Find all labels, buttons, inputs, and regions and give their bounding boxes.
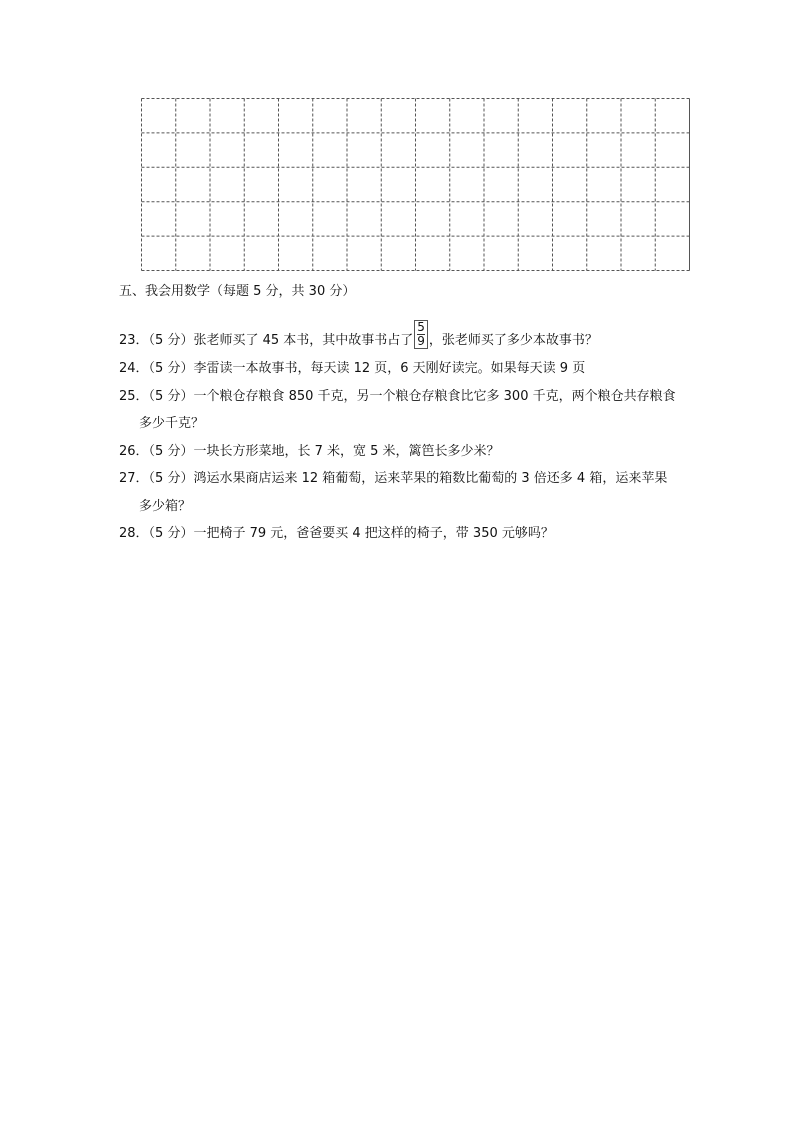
question-23-text-start: 23．（5 分）张老师买了 45 本书，其中故事书占了 — [119, 333, 414, 348]
question-27: 27．（5 分）鸿运水果商店运来 12 箱葡萄，运来苹果的箱数比葡萄的 3 倍还多 4 箱，运来苹果多少箱？ — [119, 471, 668, 514]
fraction-numerator: 5 — [417, 320, 425, 334]
section-title: 五、我会用数学（每题 5 分，共 30 分） — [119, 284, 356, 299]
fraction — [414, 320, 428, 349]
question-28: 28．（5 分）一把椅子 79 元，爸爸要买 4 把这样的椅子，带 350 元够吗？ — [119, 526, 554, 541]
question-24: 24．（5 分）李雷读一本故事书，每天读 12 页，6 天刚好读完。如果每天读 9 页 — [119, 361, 586, 376]
writing-grid — [140, 97, 691, 273]
question-26: 26．（5 分）一块长方形菜地，长 7 米，宽 5 米，篱笆长多少米？ — [119, 443, 500, 459]
question-list — [119, 320, 679, 548]
question-25: 25．（5 分）一个粮仓存粮食 850 千克，另一个粮仓存粮食比它多 300 千克，两个粮仓共存粮食多少千克？ — [119, 388, 676, 431]
question-23 — [119, 320, 679, 355]
writing-grid-lines — [140, 97, 691, 273]
question-23-text-end: ，张老师买了多少本故事书？ — [428, 333, 598, 348]
fraction-denominator: 9 — [417, 334, 425, 348]
